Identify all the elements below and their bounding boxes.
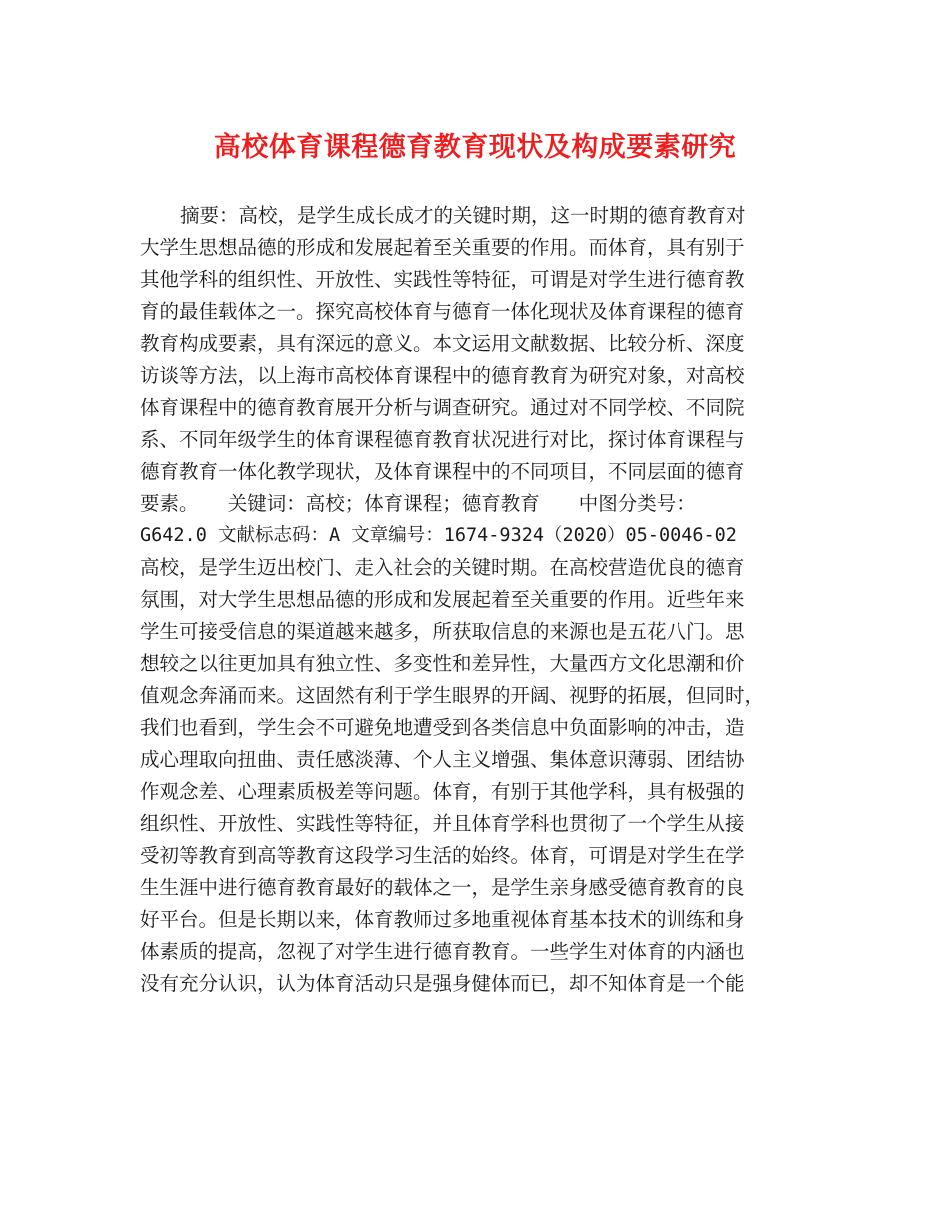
text-line: 体育课程中的德育教育展开分析与调查研究。通过对不同学校、不同院 [140,396,745,419]
text-line: 学生可接受信息的渠道越来越多，所获取信息的来源也是五花八门。思 [140,620,745,643]
text-line: 大学生思想品德的形成和发展起着至关重要的作用。而体育，具有别于 [140,236,745,259]
text-line: 要素。 关键词：高校；体育课程；德育教育 中图分类号： [140,492,696,515]
text-line: 生生涯中进行德育教育最好的载体之一，是学生亲身感受德育教育的良 [140,876,745,899]
text-line: 好平台。但是长期以来，体育教师过多地重视体育基本技术的训练和身 [140,908,745,931]
text-line: 德育教育一体化教学现状，及体育课程中的不同项目，不同层面的德育 [140,460,745,483]
text-line: 氛围，对大学生思想品德的形成和发展起着至关重要的作用。近些年来 [140,588,745,611]
document-title: 高校体育课程德育教育现状及构成要素研究 [213,132,737,163]
text-line: 成心理取向扭曲、责任感淡薄、个人主义增强、集体意识薄弱、团结协 [140,748,745,771]
text-line: 我们也看到，学生会不可避免地遭受到各类信息中负面影响的冲击，造 [140,716,745,739]
text-line: 作观念差、心理素质极差等问题。体育，有别于其他学科，具有极强的 [140,780,745,803]
text-line: 没有充分认识，认为体育活动只是强身健体而已，却不知体育是一个能 [140,972,745,995]
text-line: 受初等教育到高等教育这段学习生活的始终。体育，可谓是对学生在学 [140,844,745,867]
document-body [140,200,820,1000]
text-line: 系、不同年级学生的体育课程德育教育状况进行对比，探讨体育课程与 [140,428,745,451]
text-line: G642.0 文献标志码：A 文章编号：1674-9324（2020）05-0046-02 [140,525,737,546]
text-line: 体素质的提高，忽视了对学生进行德育教育。一些学生对体育的内涵也 [140,940,745,963]
text-line: 高校，是学生迈出校门、走入社会的关键时期。在高校营造优良的德育 [140,556,745,579]
text-line: 访谈等方法，以上海市高校体育课程中的德育教育为研究对象，对高校 [140,364,745,387]
text-line: 其他学科的组织性、开放性、实践性等特征，可谓是对学生进行德育教 [140,268,745,291]
text-line: 组织性、开放性、实践性等特征，并且体育学科也贯彻了一个学生从接 [140,812,745,835]
text-line: 育的最佳载体之一。探究高校体育与德育一体化现状及体育课程的德育 [140,300,745,323]
text-line: 摘要：高校，是学生成长成才的关键时期，这一时期的德育教育对 [180,204,746,227]
text-line: 想较之以往更加具有独立性、多变性和差异性，大量西方文化思潮和价 [140,652,745,675]
text-line: 教育构成要素，具有深远的意义。本文运用文献数据、比较分析、深度 [140,332,745,355]
text-line: 值观念奔涌而来。这固然有利于学生眼界的开阔、视野的拓展，但同时， [140,684,765,707]
